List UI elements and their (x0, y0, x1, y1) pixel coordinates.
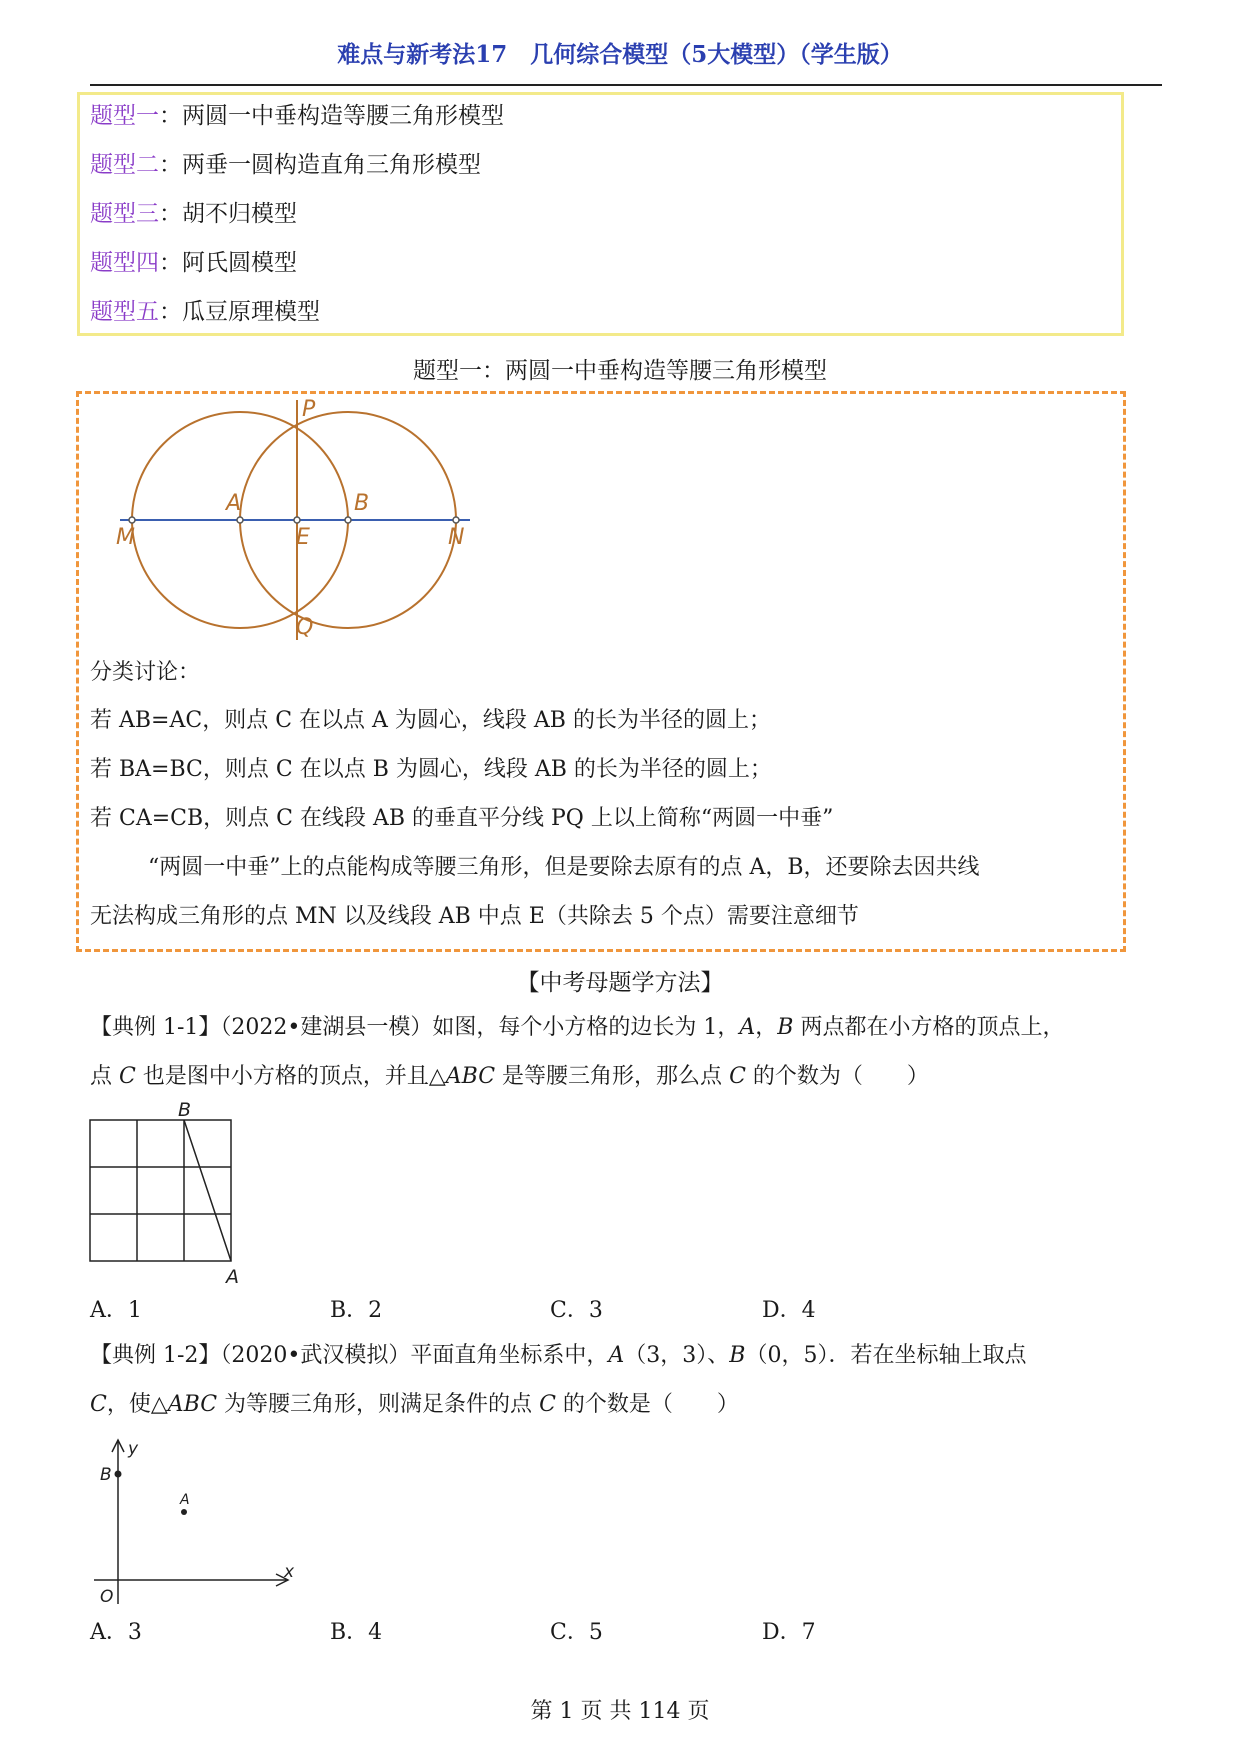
point-b (115, 1471, 122, 1478)
var-b: B (729, 1343, 746, 1368)
toc-label: 题型三 (90, 201, 159, 227)
two-circles-figure (110, 394, 480, 644)
text: 的个数是（ ） (555, 1392, 739, 1417)
example1-source: （2022•建湖县一模）如图，每个小方格的边长为 1， (220, 1015, 740, 1040)
grid-label-b: B (178, 1099, 192, 1121)
var-b: B (777, 1015, 794, 1040)
option-b[interactable]: B．2 (330, 1298, 383, 1323)
case-line-3: 若 CA=CB，则点 C 在线段 AB 的垂直平分线 PQ 上以上简称“两圆一中垂” (90, 806, 834, 831)
toc-sep: ： (159, 201, 182, 227)
point-a (237, 517, 243, 523)
text: （3，3）、 (624, 1343, 730, 1368)
axis-figure (84, 1432, 304, 1612)
toc-text: 瓜豆原理模型 (182, 299, 320, 325)
toc-item-1[interactable] (90, 101, 504, 131)
text: 为等腰三角形，则满足条件的点 (217, 1392, 540, 1417)
label-b: B (354, 491, 370, 516)
example1-line1 (90, 1013, 1064, 1043)
text: 点 (90, 1064, 119, 1089)
note-line-1: “两圆一中垂”上的点能构成等腰三角形，但是要除去原有的点 A，B，还要除去因共线 (148, 855, 980, 880)
point-e (294, 517, 300, 523)
grid-figure (84, 1098, 254, 1288)
var-a: A (608, 1343, 625, 1368)
axis-label-x: x (284, 1562, 295, 1582)
document-title: 难点与新考法17 几何综合模型（5大模型）（学生版） (337, 41, 903, 68)
example2-tag: 【典例 1-2】 (90, 1343, 221, 1368)
text: （2020•武汉模拟）平面直角坐标系中， (220, 1343, 609, 1368)
option-a[interactable]: A．1 (90, 1298, 142, 1323)
segment-ab (184, 1120, 231, 1261)
example2-line1 (90, 1341, 1026, 1371)
method-heading: 【中考母题学方法】 (516, 970, 724, 996)
option-c[interactable]: C．5 (550, 1620, 603, 1645)
var-c: C (119, 1064, 136, 1089)
toc-text: 胡不归模型 (182, 201, 297, 227)
toc-sep: ： (159, 103, 182, 129)
toc-item-5[interactable] (90, 297, 320, 327)
toc-item-4[interactable] (90, 248, 297, 278)
case-line-1: 若 AB=AC，则点 C 在以点 A 为圆心，线段 AB 的长为半径的圆上； (90, 708, 771, 733)
label-q: Q (296, 615, 314, 640)
page-footer: 第 1 页 共 114 页 (530, 1699, 710, 1724)
text: 是等腰三角形，那么点 (495, 1064, 730, 1089)
example2-line2 (90, 1390, 739, 1420)
section-heading: 题型一：两圆一中垂构造等腰三角形模型 (413, 358, 827, 384)
axis-label-b: B (100, 1465, 112, 1485)
toc-text: 阿氏圆模型 (182, 250, 297, 276)
point-n (453, 517, 459, 523)
example1-tag: 【典例 1-1】 (90, 1015, 221, 1040)
text: （0，5）．若在坐标轴上取点 (745, 1343, 1027, 1368)
label-e: E (296, 525, 310, 550)
note-line-2: 无法构成三角形的点 MN 以及线段 AB 中点 E（共除去 5 个点）需要注意细节 (90, 904, 859, 929)
discussion-title: 分类讨论： (90, 660, 201, 685)
toc-text: 两垂一圆构造直角三角形模型 (182, 152, 481, 178)
title-rule (90, 84, 1162, 86)
toc-sep: ： (159, 152, 182, 178)
point-m (129, 517, 135, 523)
label-p: P (302, 397, 316, 422)
toc-item-2[interactable] (90, 150, 481, 180)
option-d[interactable]: D．7 (762, 1620, 816, 1645)
var-c: C (729, 1064, 746, 1089)
label-a: A (226, 491, 242, 516)
toc-label: 题型四 (90, 250, 159, 276)
label-n: N (448, 525, 465, 550)
text: ，使△ (106, 1392, 168, 1417)
option-c[interactable]: C．3 (550, 1298, 603, 1323)
grid-border (90, 1120, 231, 1261)
var-abc: ABC (167, 1392, 218, 1417)
text-rest: 两点都在小方格的顶点上， (793, 1015, 1065, 1040)
toc-text: 两圆一中垂构造等腰三角形模型 (182, 103, 504, 129)
axis-label-o: O (100, 1587, 114, 1607)
text: 也是图中小方格的顶点，并且△ (135, 1064, 446, 1089)
axis-label-y: y (128, 1439, 139, 1459)
var-abc: ABC (445, 1064, 496, 1089)
toc-label: 题型一 (90, 103, 159, 129)
option-b[interactable]: B．4 (330, 1620, 383, 1645)
toc-sep: ： (159, 250, 182, 276)
toc-sep: ： (159, 299, 182, 325)
toc-label: 题型五 (90, 299, 159, 325)
grid-label-a: A (226, 1266, 239, 1288)
text: 的个数为（ ） (745, 1064, 929, 1089)
toc-item-3[interactable] (90, 199, 297, 229)
toc-label: 题型二 (90, 152, 159, 178)
var-a: A (739, 1015, 756, 1040)
var-c: C (539, 1392, 556, 1417)
var-c: C (90, 1392, 107, 1417)
example1-line2 (90, 1062, 929, 1092)
option-a[interactable]: A．3 (90, 1620, 142, 1645)
option-d[interactable]: D．4 (762, 1298, 816, 1323)
label-m: M (116, 525, 135, 550)
case-line-2: 若 BA=BC，则点 C 在以点 B 为圆心，线段 AB 的长为半径的圆上； (90, 757, 772, 782)
axis-label-a: A (180, 1492, 190, 1508)
point-a (181, 1509, 187, 1515)
point-b (345, 517, 351, 523)
text-comma: ， (755, 1015, 778, 1040)
